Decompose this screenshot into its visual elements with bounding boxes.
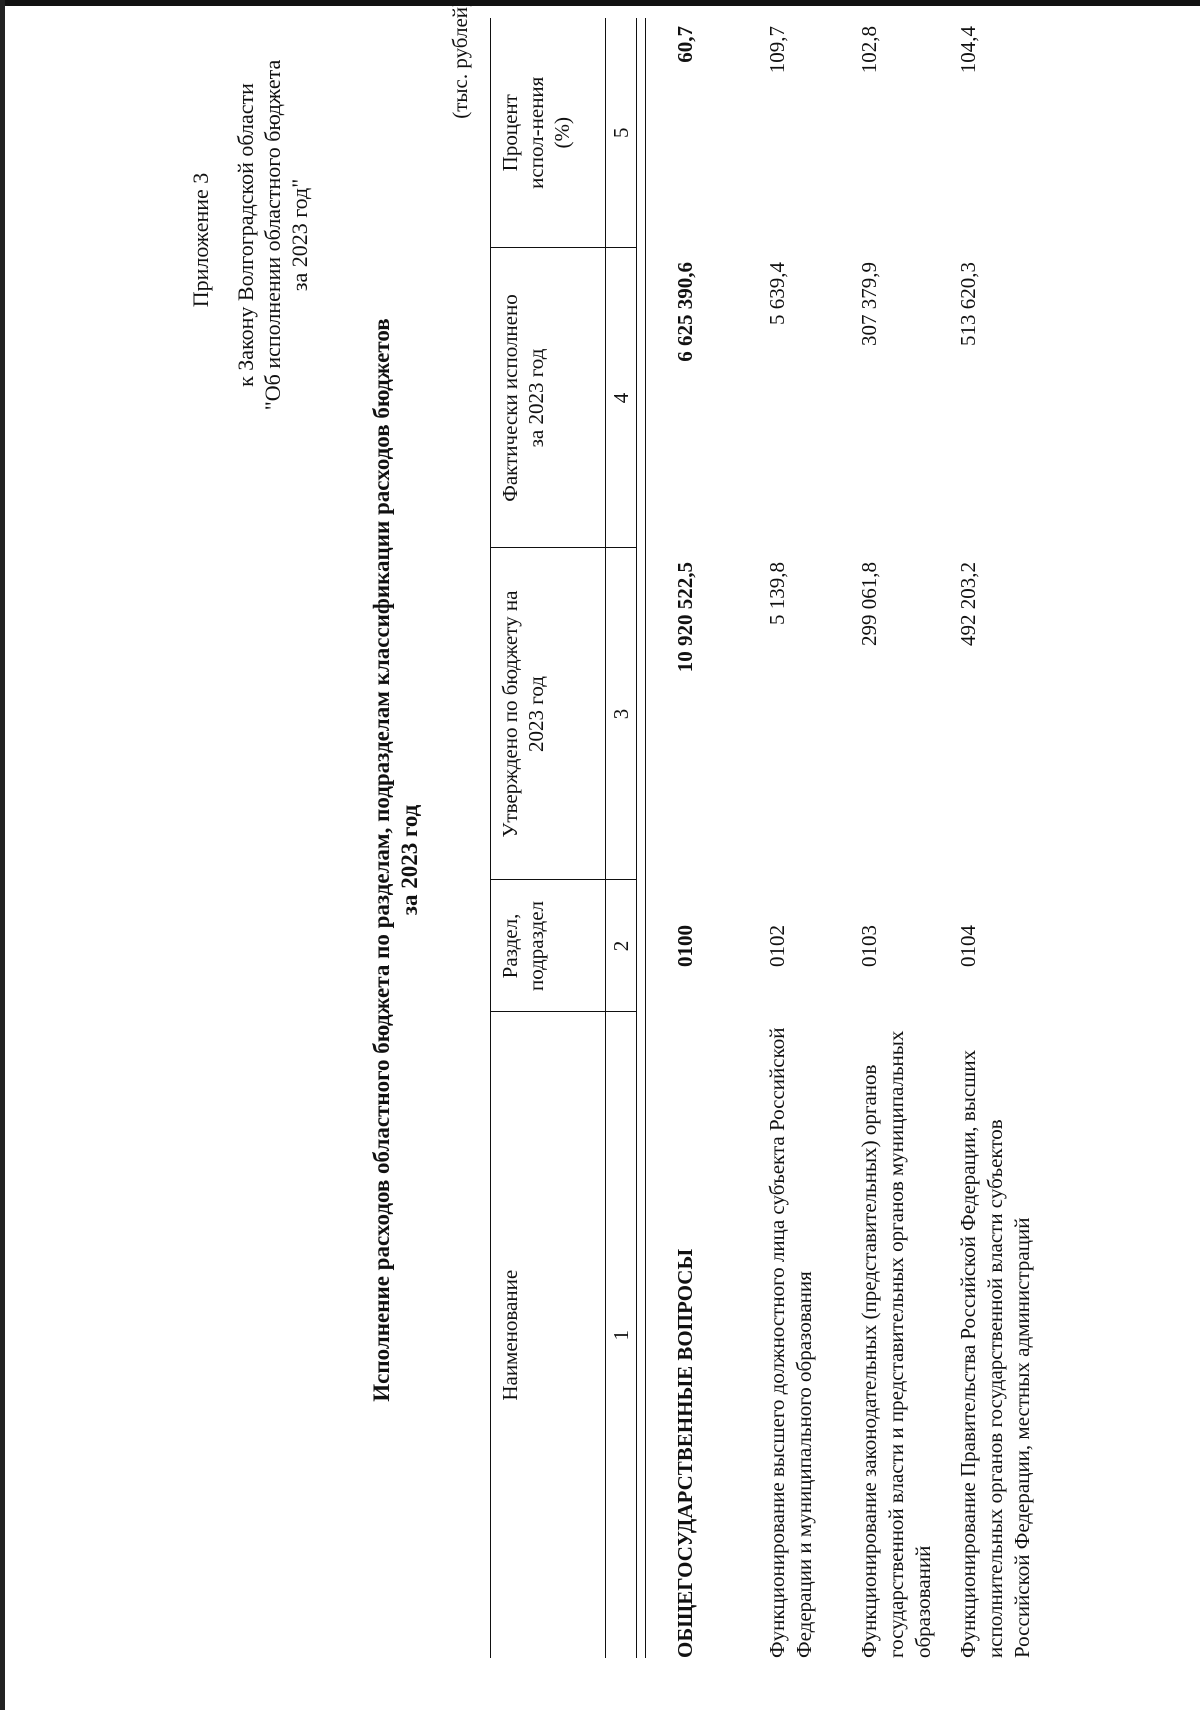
law-reference [232,0,313,470]
appendix-label: Приложение 3 [188,172,213,308]
column-number: 5 [606,18,637,248]
table-header-row [491,18,606,1658]
row-code: 0104 [956,925,980,967]
row-approved: 5 139,8 [765,562,789,625]
column-header-name: Наименование [491,1012,606,1658]
header-gap [637,18,646,1658]
row-name: ОБЩЕГОСУДАРСТВЕННЫЕ ВОПРОСЫ [673,1248,697,1658]
column-header-actual: Фактически исполнено за 2023 год [491,248,606,548]
table-row [646,18,747,1658]
column-header-approved: Утверждено по бюджету на 2023 год [491,548,606,880]
table-row [838,18,937,1658]
budget-table [490,18,1036,1658]
row-approved: 299 061,8 [857,562,881,646]
document-title [368,100,424,1620]
column-number-row [606,18,637,1658]
row-code: 0103 [857,925,881,967]
table-row [746,18,838,1658]
row-actual: 513 620,3 [956,262,980,346]
column-number: 1 [606,1012,637,1658]
row-actual: 6 625 390,6 [673,262,697,362]
column-number: 2 [606,880,637,1012]
column-header-section: Раздел, подраздел [491,880,606,1012]
row-name: Функционирование законодательных (представительных) органов государственной власти и представительных органов муниципальных образований [857,1030,935,1658]
row-name: Функционирование Правительства Российской Федерации, высших исполнительных органов государственной власти субъектов Российской Федерации, местных администраций [956,1049,1034,1658]
row-code: 0100 [673,925,697,967]
row-approved: 10 920 522,5 [673,562,697,673]
row-percent: 109,7 [765,26,789,74]
row-actual: 307 379,9 [857,262,881,346]
row-approved: 492 203,2 [956,562,980,646]
row-code: 0102 [765,925,789,967]
law-ref-line: к Закону Волгоградской области [233,83,258,387]
row-name: Функционирование высшего должностного лица субъекта Российской Федерации и муниципального образования [765,1027,816,1658]
table-row [937,18,1036,1658]
row-percent: 104,4 [956,26,980,74]
law-ref-line: за 2023 год" [287,178,312,292]
column-number: 4 [606,248,637,548]
law-ref-line: "Об исполнении областного бюджета [260,59,285,411]
row-percent: 60,7 [673,26,697,63]
row-percent: 102,8 [857,26,881,74]
column-number: 3 [606,548,637,880]
title-line: за 2023 год [397,804,422,916]
title-line: Исполнение расходов областного бюджета по разделам, подразделам классификации расходов бюджетов [369,318,394,1402]
units-label: (тыс. рублей) [448,0,472,119]
row-actual: 5 639,4 [765,262,789,325]
column-header-percent: Процент испол-нения (%) [491,18,606,248]
